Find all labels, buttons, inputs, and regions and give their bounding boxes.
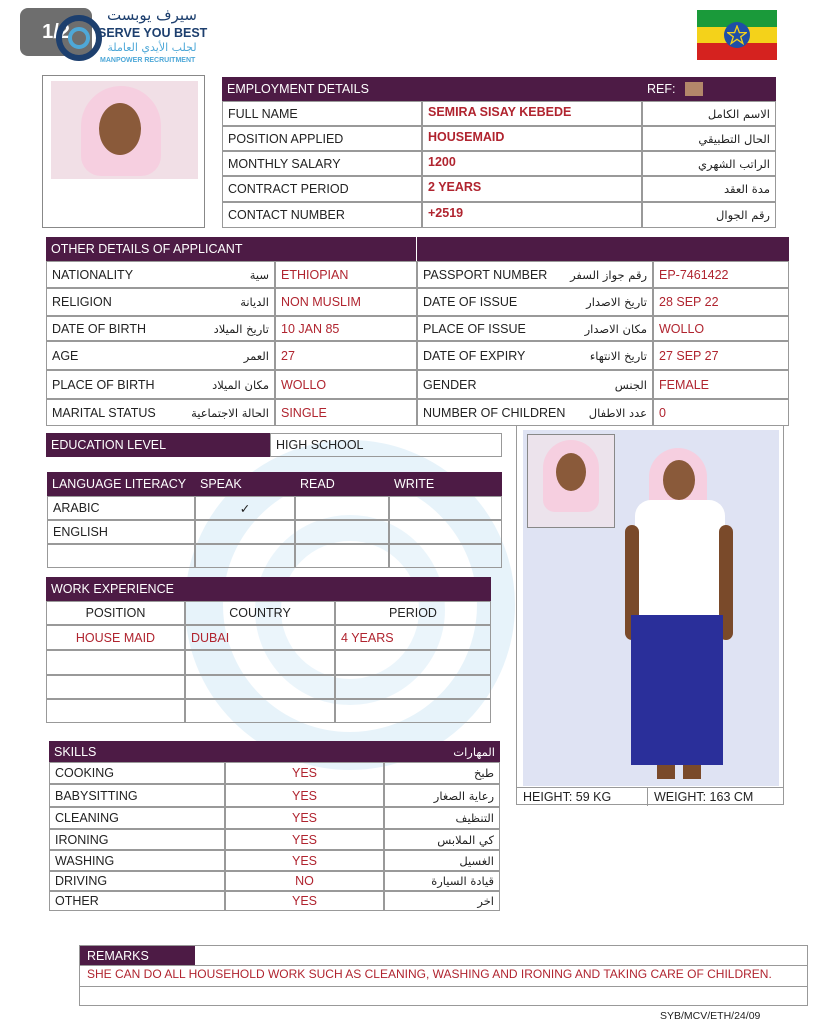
other-left-value — [275, 316, 417, 341]
skill-value — [225, 807, 384, 829]
other-right-label — [417, 399, 653, 426]
skill-arabic — [384, 784, 500, 807]
work-column-header — [185, 601, 335, 625]
employment-arabic — [642, 202, 776, 228]
employment-label-text: CONTRACT PERIOD — [228, 182, 349, 196]
skill-arabic — [384, 762, 500, 784]
employment-arabic — [642, 151, 776, 176]
employment-arabic-text: الحال التطبيقي — [698, 131, 770, 146]
work-cell-position — [46, 650, 185, 675]
employment-label-text: MONTHLY SALARY — [228, 156, 341, 171]
other-left-value-text: NON MUSLIM — [281, 295, 361, 309]
education-value — [270, 433, 502, 457]
work-cell-period — [335, 625, 491, 650]
employment-value-text: HOUSEMAID — [428, 130, 505, 144]
employment-arabic — [642, 176, 776, 202]
other-left-value — [275, 288, 417, 316]
employment-value-text: SEMIRA SISAY KEBEDE — [428, 105, 572, 119]
other-left-label-text: NATIONALITY — [52, 267, 134, 282]
skill-value — [225, 891, 384, 911]
skill-value — [225, 829, 384, 850]
skill-value — [225, 871, 384, 891]
employment-label-text: POSITION APPLIED — [228, 131, 344, 146]
language-header — [47, 472, 195, 496]
skill-arabic-text: طبخ — [473, 766, 494, 780]
skill-arabic-text: الغسيل — [459, 853, 494, 868]
employment-value — [422, 202, 642, 228]
work-cell-position — [46, 699, 185, 723]
applicant-photo — [42, 75, 205, 228]
employment-label — [222, 151, 422, 176]
other-right-label — [417, 341, 653, 370]
other-left-label-text: RELIGION — [52, 295, 112, 309]
other-right-arabic: تاريخ الانتهاء — [589, 348, 647, 363]
ref-label: REF: — [647, 82, 676, 96]
other-left-value-text: SINGLE — [281, 405, 327, 420]
skill-name — [49, 762, 225, 784]
skill-name-text: DRIVING — [55, 874, 108, 888]
language-cell-write — [389, 496, 502, 520]
employment-label — [222, 176, 422, 202]
other-right-arabic: رقم جواز السفر — [570, 267, 647, 282]
employment-value-text: 1200 — [428, 155, 456, 169]
ethiopia-flag — [697, 10, 777, 60]
work-cell-period — [335, 675, 491, 699]
other-right-label-text: PLACE OF ISSUE — [423, 321, 526, 336]
work-column-header-text: POSITION — [85, 606, 146, 620]
employment-arabic-text: الاسم الكامل — [707, 106, 770, 121]
skill-arabic-text: رعاية الصغار — [433, 788, 494, 803]
employment-value-text: +2519 — [428, 206, 464, 220]
education-label — [46, 433, 270, 457]
remarks-header-label: REMARKS — [87, 948, 149, 963]
skills-header-arabic — [299, 741, 500, 762]
footer-code: SYB/MCV/ETH/24/09 — [660, 1010, 761, 1022]
work-experience-header — [46, 577, 491, 601]
other-left-label — [46, 288, 275, 316]
language-cell-speak — [195, 520, 295, 544]
work-cell-position — [46, 675, 185, 699]
other-left-arabic: مكان الميلاد — [212, 377, 269, 392]
other-left-arabic: سية — [249, 267, 269, 282]
employment-header-label: EMPLOYMENT DETAILS — [227, 82, 369, 96]
other-right-label-text: DATE OF ISSUE — [423, 295, 518, 309]
other-right-value-text: 28 SEP 22 — [659, 295, 719, 309]
language-cell-lang-text: ENGLISH — [53, 525, 108, 539]
inset-portrait — [527, 434, 615, 528]
other-left-value-text: WOLLO — [281, 377, 327, 392]
language-cell-read — [295, 544, 389, 568]
logo-arabic-name: سيرف يوبست — [107, 6, 197, 24]
other-right-value — [653, 399, 789, 426]
other-left-arabic: الديانة — [240, 295, 269, 309]
language-cell-read — [295, 496, 389, 520]
language-cell-lang — [47, 544, 195, 568]
other-details-header — [46, 237, 789, 261]
other-right-label — [417, 261, 653, 288]
employment-value — [422, 126, 642, 151]
language-cell-speak — [195, 496, 295, 520]
employment-arabic — [642, 101, 776, 126]
employment-arabic-text: رقم الجوال — [716, 208, 770, 222]
other-left-value-text: 27 — [281, 348, 295, 363]
other-left-label — [46, 261, 275, 288]
other-left-value-text: ETHIOPIAN — [281, 267, 349, 282]
other-right-value-text: 0 — [659, 405, 666, 420]
language-header — [389, 472, 502, 496]
other-left-label-text: AGE — [52, 348, 79, 363]
work-cell-period-text: 4 YEARS — [341, 630, 394, 645]
skill-value-text: YES — [291, 832, 317, 847]
height-cell — [517, 787, 648, 806]
employment-value — [422, 101, 642, 126]
language-cell-lang — [47, 496, 195, 520]
other-right-value-text: 27 SEP 27 — [659, 348, 719, 363]
skill-name — [49, 850, 225, 871]
other-left-value — [275, 370, 417, 399]
other-right-label-text: GENDER — [423, 377, 477, 392]
work-column-header-text: COUNTRY — [229, 606, 291, 620]
other-right-label-text: PASSPORT NUMBER — [423, 267, 548, 282]
other-right-arabic: الجنس — [614, 377, 647, 392]
skill-arabic-text: كي الملابس — [437, 832, 494, 847]
other-left-label — [46, 399, 275, 426]
skill-arabic — [384, 807, 500, 829]
other-left-value — [275, 261, 417, 288]
other-right-label — [417, 370, 653, 399]
employment-label-text: CONTACT NUMBER — [228, 208, 345, 222]
work-experience-header-text: WORK EXPERIENCE — [51, 582, 174, 596]
language-cell-write — [389, 520, 502, 544]
employment-value — [422, 151, 642, 176]
skill-name-text: IRONING — [55, 832, 109, 847]
other-right-value — [653, 316, 789, 341]
skill-name — [49, 807, 225, 829]
education-value-text: HIGH SCHOOL — [276, 438, 364, 452]
ref-header — [642, 77, 776, 101]
skill-name-text: CLEANING — [55, 811, 119, 825]
work-cell-country — [185, 650, 335, 675]
other-details-header-label: OTHER DETAILS OF APPLICANT — [51, 242, 243, 256]
logo-subtitle: MANPOWER RECRUITMENT — [100, 57, 196, 64]
language-header — [295, 472, 389, 496]
skill-arabic-text: قيادة السيارة — [431, 874, 494, 888]
other-left-label — [46, 316, 275, 341]
employment-label-text: FULL NAME — [228, 106, 298, 121]
education-label-text: EDUCATION LEVEL — [51, 438, 167, 452]
skill-value-text: YES — [291, 788, 317, 803]
remarks-text: SHE CAN DO ALL HOUSEHOLD WORK SUCH AS CLEANING, WASHING AND IRONING AND TAKING CARE OF CHILDREN. — [87, 967, 772, 981]
other-left-value — [275, 399, 417, 426]
work-cell-position — [46, 625, 185, 650]
skill-name — [49, 871, 225, 891]
other-left-label-text: MARITAL STATUS — [52, 405, 156, 420]
work-cell-country-text: DUBAI — [191, 630, 230, 645]
work-column-header — [46, 601, 185, 625]
skill-name-text: OTHER — [55, 894, 99, 908]
other-right-arabic: مكان الاصدار — [584, 321, 647, 336]
work-cell-position-text: HOUSE MAID — [75, 630, 156, 645]
language-header — [195, 472, 295, 496]
language-header-text: READ — [300, 477, 335, 491]
full-body-photo — [516, 425, 784, 805]
other-right-arabic: تاريخ الاصدار — [586, 295, 647, 309]
other-header-divider — [416, 237, 417, 261]
other-right-value-text: WOLLO — [659, 321, 705, 336]
skill-value-text: YES — [291, 853, 317, 868]
work-cell-period — [335, 650, 491, 675]
page-counter: 1/2 — [20, 8, 92, 56]
logo-arabic-sub: لجلب الأيدي العاملة — [107, 41, 197, 54]
other-right-value-text: FEMALE — [659, 377, 710, 392]
skill-arabic — [384, 829, 500, 850]
remarks-box — [79, 945, 808, 1006]
language-header-text: SPEAK — [200, 477, 242, 491]
employment-arabic-text: مدة العقد — [724, 182, 770, 196]
other-left-label-text: PLACE OF BIRTH — [52, 377, 155, 392]
company-logo — [50, 6, 210, 68]
skill-arabic — [384, 871, 500, 891]
language-cell-lang — [47, 520, 195, 544]
employment-header — [222, 77, 642, 101]
height-value: HEIGHT: 59 KG — [523, 790, 612, 804]
skills-header — [49, 741, 299, 762]
skill-name — [49, 829, 225, 850]
skill-value-text: YES — [291, 894, 317, 908]
work-column-header — [335, 601, 491, 625]
skill-value-text: NO — [295, 874, 314, 888]
work-column-header-text: PERIOD — [389, 606, 437, 620]
work-cell-country — [185, 625, 335, 650]
employment-label — [222, 126, 422, 151]
other-left-value — [275, 341, 417, 370]
skill-name — [49, 784, 225, 807]
skill-value — [225, 850, 384, 871]
other-right-value — [653, 341, 789, 370]
other-right-value — [653, 370, 789, 399]
logo-emblem-icon — [55, 8, 103, 68]
skill-value — [225, 762, 384, 784]
star-icon — [727, 25, 747, 45]
language-header-text: LANGUAGE LITERACY — [52, 477, 187, 491]
employment-arabic — [642, 126, 776, 151]
skill-value-text: YES — [291, 766, 317, 780]
other-right-value — [653, 288, 789, 316]
skill-name-text: WASHING — [55, 853, 115, 868]
language-cell-speak — [195, 544, 295, 568]
skill-name-text: BABYSITTING — [55, 788, 138, 803]
skill-arabic — [384, 850, 500, 871]
skill-name — [49, 891, 225, 911]
skill-arabic-text: اخر — [477, 894, 494, 908]
employment-value-text: 2 YEARS — [428, 180, 482, 194]
skills-header-arabic-text: المهارات — [453, 744, 495, 759]
other-left-value-text: 10 JAN 85 — [281, 321, 340, 336]
language-header-text: WRITE — [394, 477, 435, 491]
skill-arabic — [384, 891, 500, 911]
weight-cell — [648, 787, 784, 806]
work-cell-period — [335, 699, 491, 723]
skill-arabic-text: التنظيف — [455, 811, 494, 825]
other-right-label — [417, 288, 653, 316]
other-right-label-text: DATE OF EXPIRY — [423, 348, 526, 363]
language-cell-read — [295, 520, 389, 544]
skill-value-text: YES — [291, 811, 317, 825]
other-right-label-text: NUMBER OF CHILDREN — [423, 405, 566, 420]
other-left-label — [46, 341, 275, 370]
other-right-value — [653, 261, 789, 288]
work-cell-country — [185, 675, 335, 699]
logo-name: SERVE YOU BEST — [98, 26, 208, 40]
ref-value-box — [685, 82, 703, 96]
other-left-label-text: DATE OF BIRTH — [52, 321, 146, 336]
remarks-header — [80, 946, 195, 965]
employment-value — [422, 176, 642, 202]
skills-header-text: SKILLS — [54, 744, 97, 759]
other-right-value-text: EP-7461422 — [659, 267, 729, 282]
employment-label — [222, 202, 422, 228]
work-cell-country — [185, 699, 335, 723]
language-cell-lang-text: ARABIC — [53, 501, 100, 515]
employment-label — [222, 101, 422, 126]
other-right-arabic: عدد الاطفال — [588, 405, 647, 420]
language-cell-write — [389, 544, 502, 568]
other-left-label — [46, 370, 275, 399]
other-right-label — [417, 316, 653, 341]
skill-value — [225, 784, 384, 807]
employment-arabic-text: الراتب الشهري — [698, 156, 770, 171]
other-left-arabic: تاريخ الميلاد — [213, 321, 269, 336]
other-left-arabic: الحالة الاجتماعية — [191, 405, 269, 420]
skill-name-text: COOKING — [55, 766, 115, 780]
language-cell-speak-text: ✓ — [239, 501, 251, 516]
other-left-arabic: العمر — [243, 348, 269, 363]
weight-value: WEIGHT: 163 CM — [654, 790, 754, 804]
